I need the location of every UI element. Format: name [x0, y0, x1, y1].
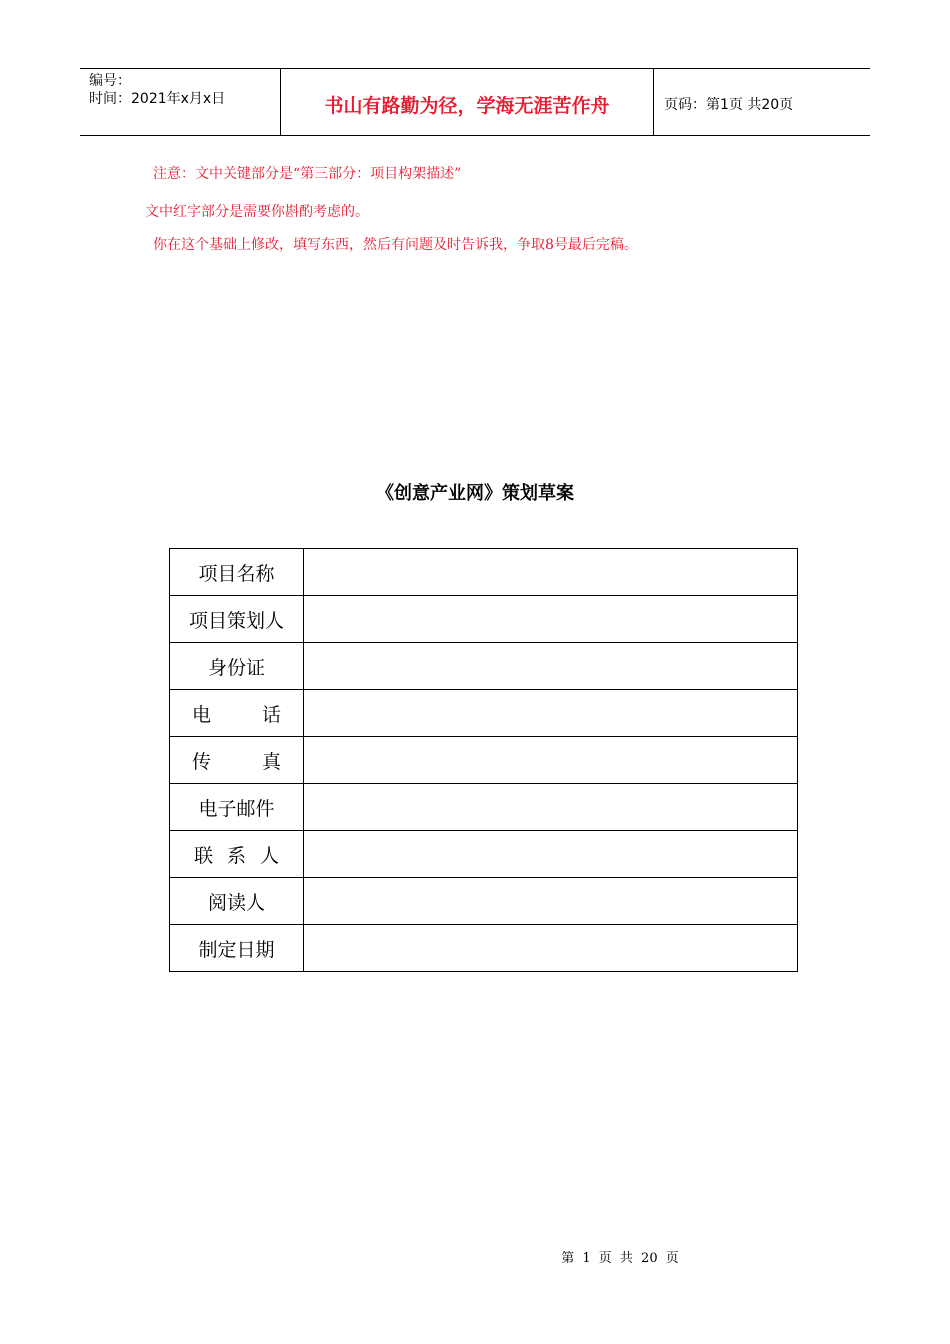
- row-label-contact: 联系人: [170, 831, 304, 878]
- row-value-project-name[interactable]: [304, 549, 798, 596]
- row-value-email[interactable]: [304, 784, 798, 831]
- table-row: [170, 831, 798, 878]
- row-label-reader: 阅读人: [170, 878, 304, 925]
- header-motto: 书山有路勤为径，学海无涯苦作舟: [281, 69, 654, 135]
- row-value-contact[interactable]: [304, 831, 798, 878]
- row-value-id-card[interactable]: [304, 643, 798, 690]
- row-label-project-name: 项目名称: [170, 549, 304, 596]
- row-value-reader[interactable]: [304, 878, 798, 925]
- table-row: [170, 690, 798, 737]
- row-label-project-planner: 项目策划人: [170, 596, 304, 643]
- document-time-label: 时间：2021年x月x日: [89, 91, 226, 107]
- table-row: [170, 643, 798, 690]
- row-value-project-planner[interactable]: [304, 596, 798, 643]
- header-page-info: 页码：第1页 共20页: [664, 97, 794, 113]
- header-meta: [80, 69, 281, 135]
- row-label-fax: 传 真: [170, 737, 304, 784]
- row-label-email: 电子邮件: [170, 784, 304, 831]
- project-info-table: [169, 548, 798, 972]
- row-label-id-card: 身份证: [170, 643, 304, 690]
- page-footer: 第 1 页 共 20 页: [561, 1251, 679, 1266]
- note-instructions: 你在这个基础上修改，填写东西，然后有问题及时告诉我，争取8号最后完稿。: [153, 237, 638, 253]
- table-row: [170, 925, 798, 972]
- table-row: [170, 878, 798, 925]
- note-key-section: 注意：文中关键部分是“第三部分：项目构架描述”: [153, 166, 462, 182]
- row-label-phone: 电 话: [170, 690, 304, 737]
- table-row: [170, 784, 798, 831]
- document-title: 《创意产业网》策划草案: [376, 483, 574, 504]
- row-value-phone[interactable]: [304, 690, 798, 737]
- table-row: [170, 549, 798, 596]
- row-label-date: 制定日期: [170, 925, 304, 972]
- document-number-label: 编号：: [89, 73, 131, 89]
- note-red-text: 文中红字部分是需要你斟酌考虑的。: [145, 204, 369, 220]
- table-row: [170, 596, 798, 643]
- row-value-date[interactable]: [304, 925, 798, 972]
- page-header: [80, 68, 870, 136]
- table-row: [170, 737, 798, 784]
- row-value-fax[interactable]: [304, 737, 798, 784]
